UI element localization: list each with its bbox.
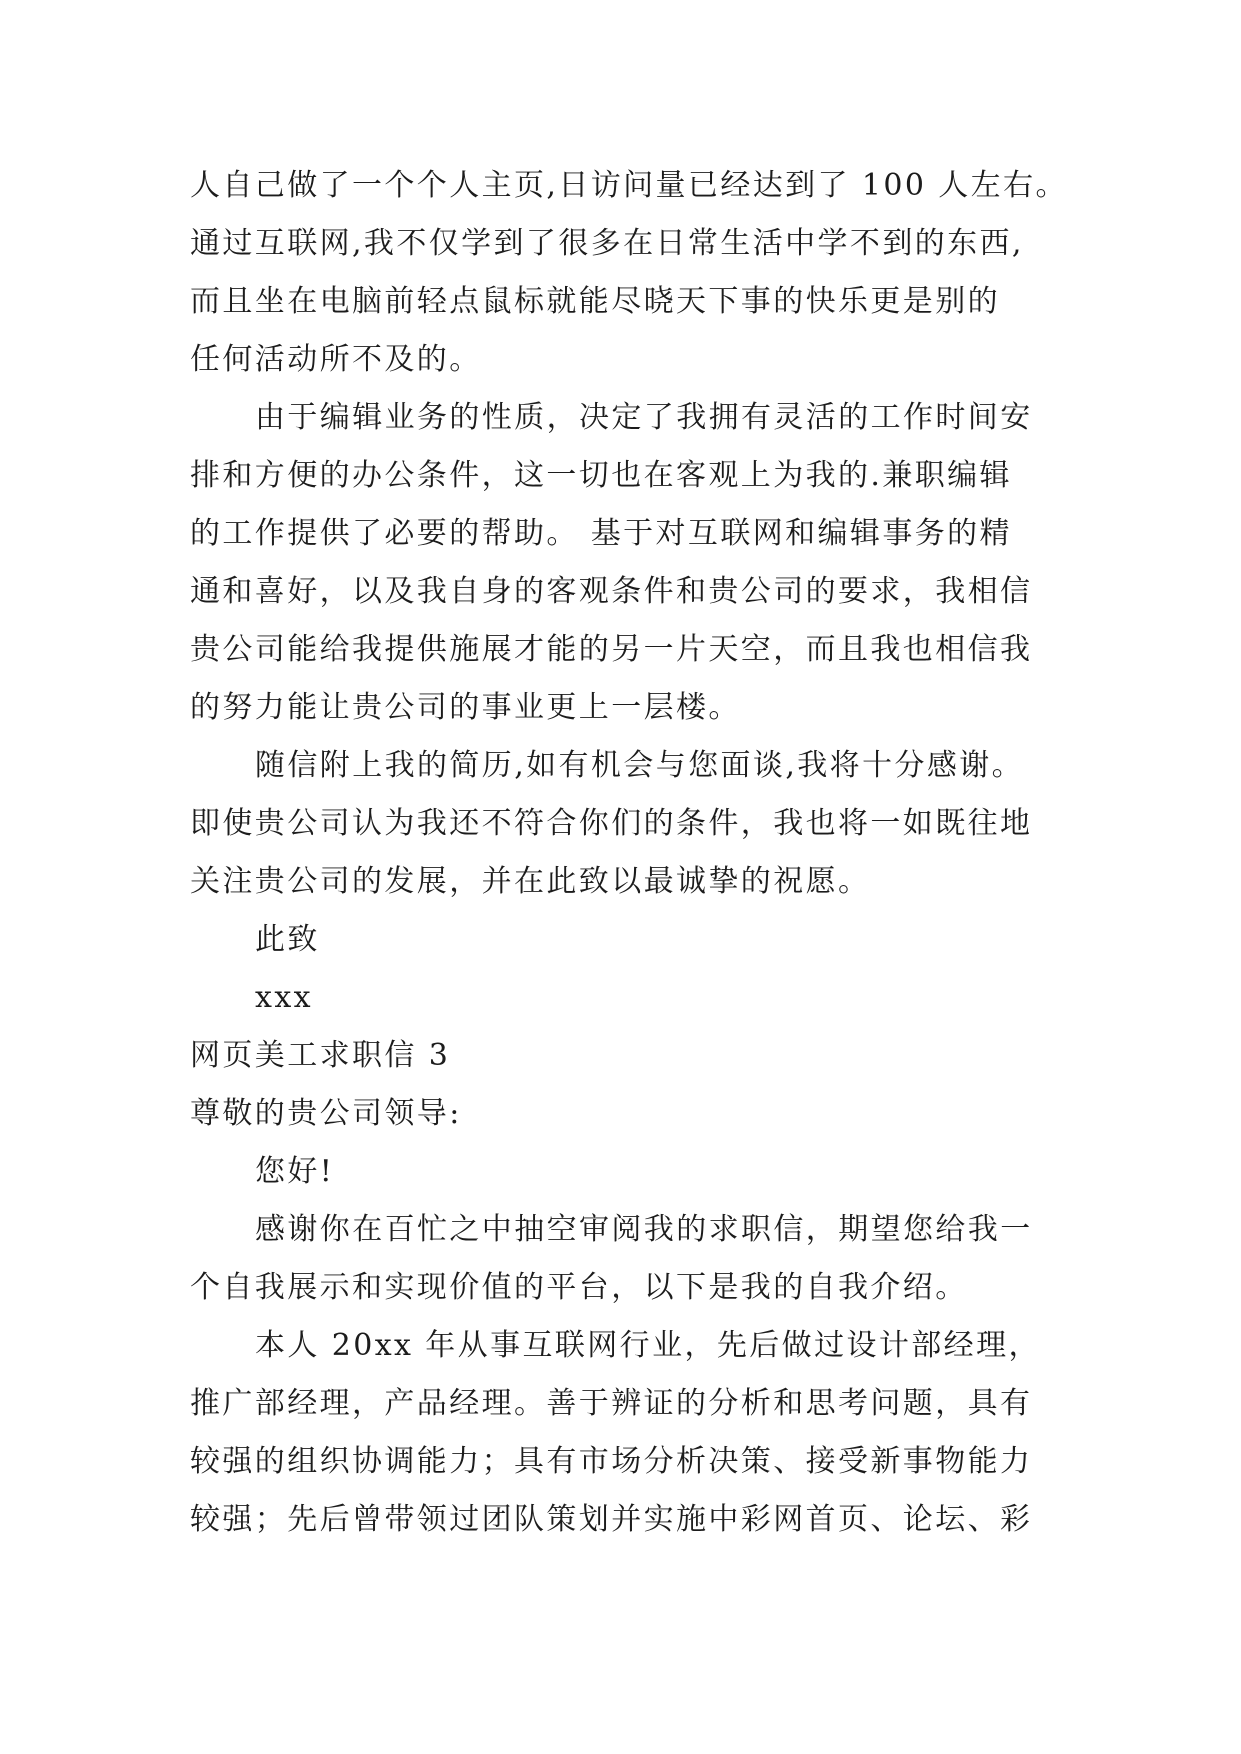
text-line: 排和方便的办公条件，这一切也在客观上为我的.兼职编辑 (190, 458, 1012, 493)
text-line: 较强的组织协调能力；具有市场分析决策、接受新事物能力 (190, 1444, 1033, 1479)
text-line: 人自己做了一个个人主页,日访问量已经达到了 100 人左右。 (190, 168, 1068, 203)
text-line: 关注贵公司的发展，并在此致以最诚挚的祝愿。 (190, 864, 871, 899)
text-line: 而且坐在电脑前轻点鼠标就能尽晓天下事的快乐更是别的 (190, 284, 1000, 319)
text-line: 本人 20xx 年从事互联网行业，先后做过设计部经理， (255, 1328, 1041, 1363)
text-line: 的努力能让贵公司的事业更上一层楼。 (190, 690, 741, 725)
text-line: 贵公司能给我提供施展才能的另一片天空，而且我也相信我 (190, 632, 1033, 667)
text-line: 较强；先后曾带领过团队策划并实施中彩网首页、论坛、彩 (190, 1502, 1033, 1537)
text-line: 通过互联网,我不仅学到了很多在日常生活中学不到的东西, (190, 226, 1024, 261)
text-line: 由于编辑业务的性质，决定了我拥有灵活的工作时间安 (255, 400, 1033, 435)
signature: xxx (255, 980, 313, 1015)
greeting: 您好! (255, 1154, 335, 1189)
text-line: 任何活动所不及的。 (190, 342, 482, 377)
text-line: 感谢你在百忙之中抽空审阅我的求职信，期望您给我一 (255, 1212, 1033, 1247)
section-title: 网页美工求职信 3 (190, 1038, 451, 1073)
text-line: 个自我展示和实现价值的平台，以下是我的自我介绍。 (190, 1270, 968, 1305)
closing-salutation: 此致 (255, 922, 320, 957)
text-line: 随信附上我的简历,如有机会与您面谈,我将十分感谢。 (255, 748, 1025, 783)
text-line: 即使贵公司认为我还不符合你们的条件，我也将一如既往地 (190, 806, 1033, 841)
text-line: 通和喜好，以及我自身的客观条件和贵公司的要求，我相信 (190, 574, 1033, 609)
text-line: 推广部经理，产品经理。善于辨证的分析和思考问题，具有 (190, 1386, 1033, 1421)
text-line: 的工作提供了必要的帮助。 基于对互联网和编辑事务的精 (190, 516, 1012, 551)
greeting-line: 尊敬的贵公司领导: (190, 1096, 462, 1131)
